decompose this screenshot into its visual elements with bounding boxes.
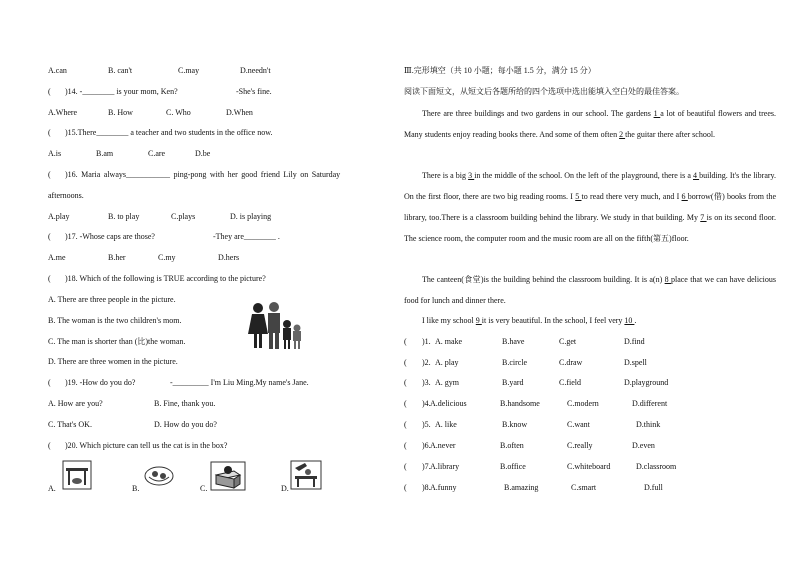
q15-option-b: B.am: [96, 149, 114, 158]
blank-10: 10: [624, 316, 635, 325]
q20-option-a: A.: [48, 484, 56, 493]
answer-6-option-a: A.never: [430, 441, 456, 450]
q14-option-c: C. Who: [166, 108, 191, 117]
answer-2-option-a: A. play: [435, 358, 459, 367]
answer-7-option-a: A.library: [430, 462, 460, 471]
q17-option-c: C.my: [158, 253, 176, 262]
q20-picture-b: [143, 463, 175, 487]
q19-reply: -_________ I'm Liu Ming.My name's Jane.: [170, 378, 309, 387]
q19-option-a: A. How are you?: [48, 399, 103, 408]
answer-8-option-c: C.smart: [571, 483, 597, 492]
blank-8: 8: [664, 275, 671, 284]
answer-8-option-d: D.full: [644, 483, 663, 492]
q18-option-a: A. There are three people in the picture.: [48, 295, 176, 304]
q19-option-c: C. That's OK.: [48, 420, 92, 429]
answer-8-option-a: A.funny: [430, 483, 457, 492]
q16-option-d: D. is playing: [230, 212, 272, 221]
q17-option-d: D.hers: [218, 253, 240, 262]
answer-7-option-d: D.classroom: [636, 462, 677, 471]
q15-stem: )15.There________ a teacher and two students in the office now.: [65, 128, 273, 137]
answer-2-option-b: B.circle: [502, 358, 528, 367]
q18-option-b: B. The woman is the two children's mom.: [48, 316, 182, 325]
q14-option-d: D.When: [226, 108, 253, 117]
blank-6: 6: [681, 192, 688, 201]
answer-8-option-b: B.amazing: [504, 483, 539, 492]
q17-stem: )17. -Whose caps are those?: [65, 232, 155, 241]
q20-paren: (: [48, 441, 51, 450]
answer-5-option-a: A. like: [435, 420, 457, 429]
answer-5-option-c: C.want: [567, 420, 590, 429]
answer-6-option-c: C.really: [567, 441, 593, 450]
answer-3-option-c: C.field: [559, 378, 581, 387]
q14-option-a: A.Where: [48, 108, 78, 117]
q13-option-c: C.may: [178, 66, 200, 75]
q20-picture-c: [210, 461, 246, 491]
q14-option-b: B. How: [108, 108, 133, 117]
q16-stem: )16. Maria always___________ ping-pong with her good friend Lily on Saturday: [65, 170, 341, 179]
q13-option-d: D.needn't: [240, 66, 271, 75]
passage-paragraph-1: There are three buildings and two gardens in our school. The gardens 1 a lot of beautiful flowers and trees. Many students enjoy reading books there. And some of them often 2 the guitar there after school.: [404, 109, 776, 139]
answer-5-option-b: B.know: [502, 420, 528, 429]
blank-1: 1: [653, 109, 661, 118]
answer-1-option-d: D.find: [624, 337, 645, 346]
passage-paragraph-2: There is a big 3 in the middle of the school. On the left of the playground, there is a 4 building. It's the library. On the first floor, there are two big reading rooms. I 5 to read there very much, and I 6 borrow(借) books from the library, too.There is a classroom building behind the library. We study in that building. My 7 is on its second floor. The science room, the computer room and the music room are all on the fifth(第五)floor.: [404, 171, 777, 243]
answer-7-option-b: B.office: [500, 462, 526, 471]
answer-3-option-d: D.playground: [624, 378, 669, 387]
answer-4-option-a: A.delicious: [430, 399, 467, 408]
q19-paren: (: [48, 378, 51, 387]
blank-7: 7: [700, 213, 707, 222]
q20-picture-a: [62, 460, 92, 490]
section-instruction: 阅读下面短文，从短文后各题所给的四个选项中选出能填入空白处的最佳答案。: [404, 87, 684, 96]
answer-4-option-b: B.handsome: [500, 399, 540, 408]
q20-stem: )20. Which picture can tell us the cat is in the box?: [65, 441, 228, 450]
q15-option-a: A.is: [48, 149, 62, 158]
answer-1-option-c: C.get: [559, 337, 577, 346]
section-title: Ⅲ.完形填空（共 10 小题；每小题 1.5 分，满分 15 分）: [404, 66, 596, 75]
q16-paren: (: [48, 170, 51, 179]
q18-option-d: D. There are three women in the picture.: [48, 357, 178, 366]
passage-paragraph-3: The canteen(食堂)is the building behind the classroom building. It is a(n) 8 place that we can have delicious food for lunch and dinner there.: [404, 275, 776, 305]
q17-reply: -They are________ .: [213, 232, 280, 241]
blank-4: 4: [692, 171, 700, 180]
q15-option-c: C.are: [148, 149, 166, 158]
answer-2-option-c: C.draw: [559, 358, 583, 367]
answer-4-option-d: D.different: [632, 399, 668, 408]
blank-3: 3: [468, 171, 475, 180]
q20-option-c: C.: [200, 484, 208, 493]
q20-option-b: B.: [132, 484, 140, 493]
blank-9: 9: [475, 316, 482, 325]
answer-3-option-a: A. gym: [435, 378, 459, 387]
answer-1-option-a: A. make: [435, 337, 463, 346]
q19-option-b: B. Fine, thank you.: [154, 399, 216, 408]
answer-6-option-d: D.even: [632, 441, 655, 450]
family-picture: [244, 300, 304, 352]
q17-paren: (: [48, 232, 51, 241]
answer-3-option-b: B.yard: [502, 378, 524, 387]
blank-5: 5: [575, 192, 582, 201]
q14-paren: (: [48, 87, 51, 96]
q20-picture-d: [290, 460, 322, 490]
q20-option-d: D.: [281, 484, 289, 493]
q17-option-a: A.me: [48, 253, 66, 262]
q19-option-d: D. How do you do?: [154, 420, 217, 429]
q15-paren: (: [48, 128, 51, 137]
q16-cont: afternoons.: [48, 191, 84, 200]
q13-option-a: A.can: [48, 66, 67, 75]
q16-option-c: C.plays: [171, 212, 196, 221]
answer-5-option-d: D.think: [636, 420, 661, 429]
q16-option-a: A.play: [48, 212, 70, 221]
answer-7-option-c: C.whiteboard: [567, 462, 611, 471]
q18-paren: (: [48, 274, 51, 283]
q14-reply: -She's fine.: [236, 87, 272, 96]
q14-stem: )14. -________ is your mom, Ken?: [65, 87, 178, 96]
q16-option-b: B. to play: [108, 212, 140, 221]
q13-option-b: B. can't: [108, 66, 133, 75]
answer-6-option-b: B.often: [500, 441, 524, 450]
q18-stem: )18. Which of the following is TRUE according to the picture?: [65, 274, 266, 283]
q15-option-d: D.be: [195, 149, 211, 158]
q17-option-b: B.her: [108, 253, 126, 262]
answer-2-option-d: D.spell: [624, 358, 647, 367]
q18-option-c: C. The man is shorter than (比)the woman.: [48, 337, 186, 346]
answer-1-option-b: B.have: [502, 337, 525, 346]
q19-stem: )19. -How do you do?: [65, 378, 136, 387]
passage-paragraph-4: I like my school 9 it is very beautiful. In the school, I feel very 10 .: [422, 316, 637, 325]
answer-4-option-c: C.modern: [567, 399, 599, 408]
blank-2: 2: [619, 130, 626, 139]
